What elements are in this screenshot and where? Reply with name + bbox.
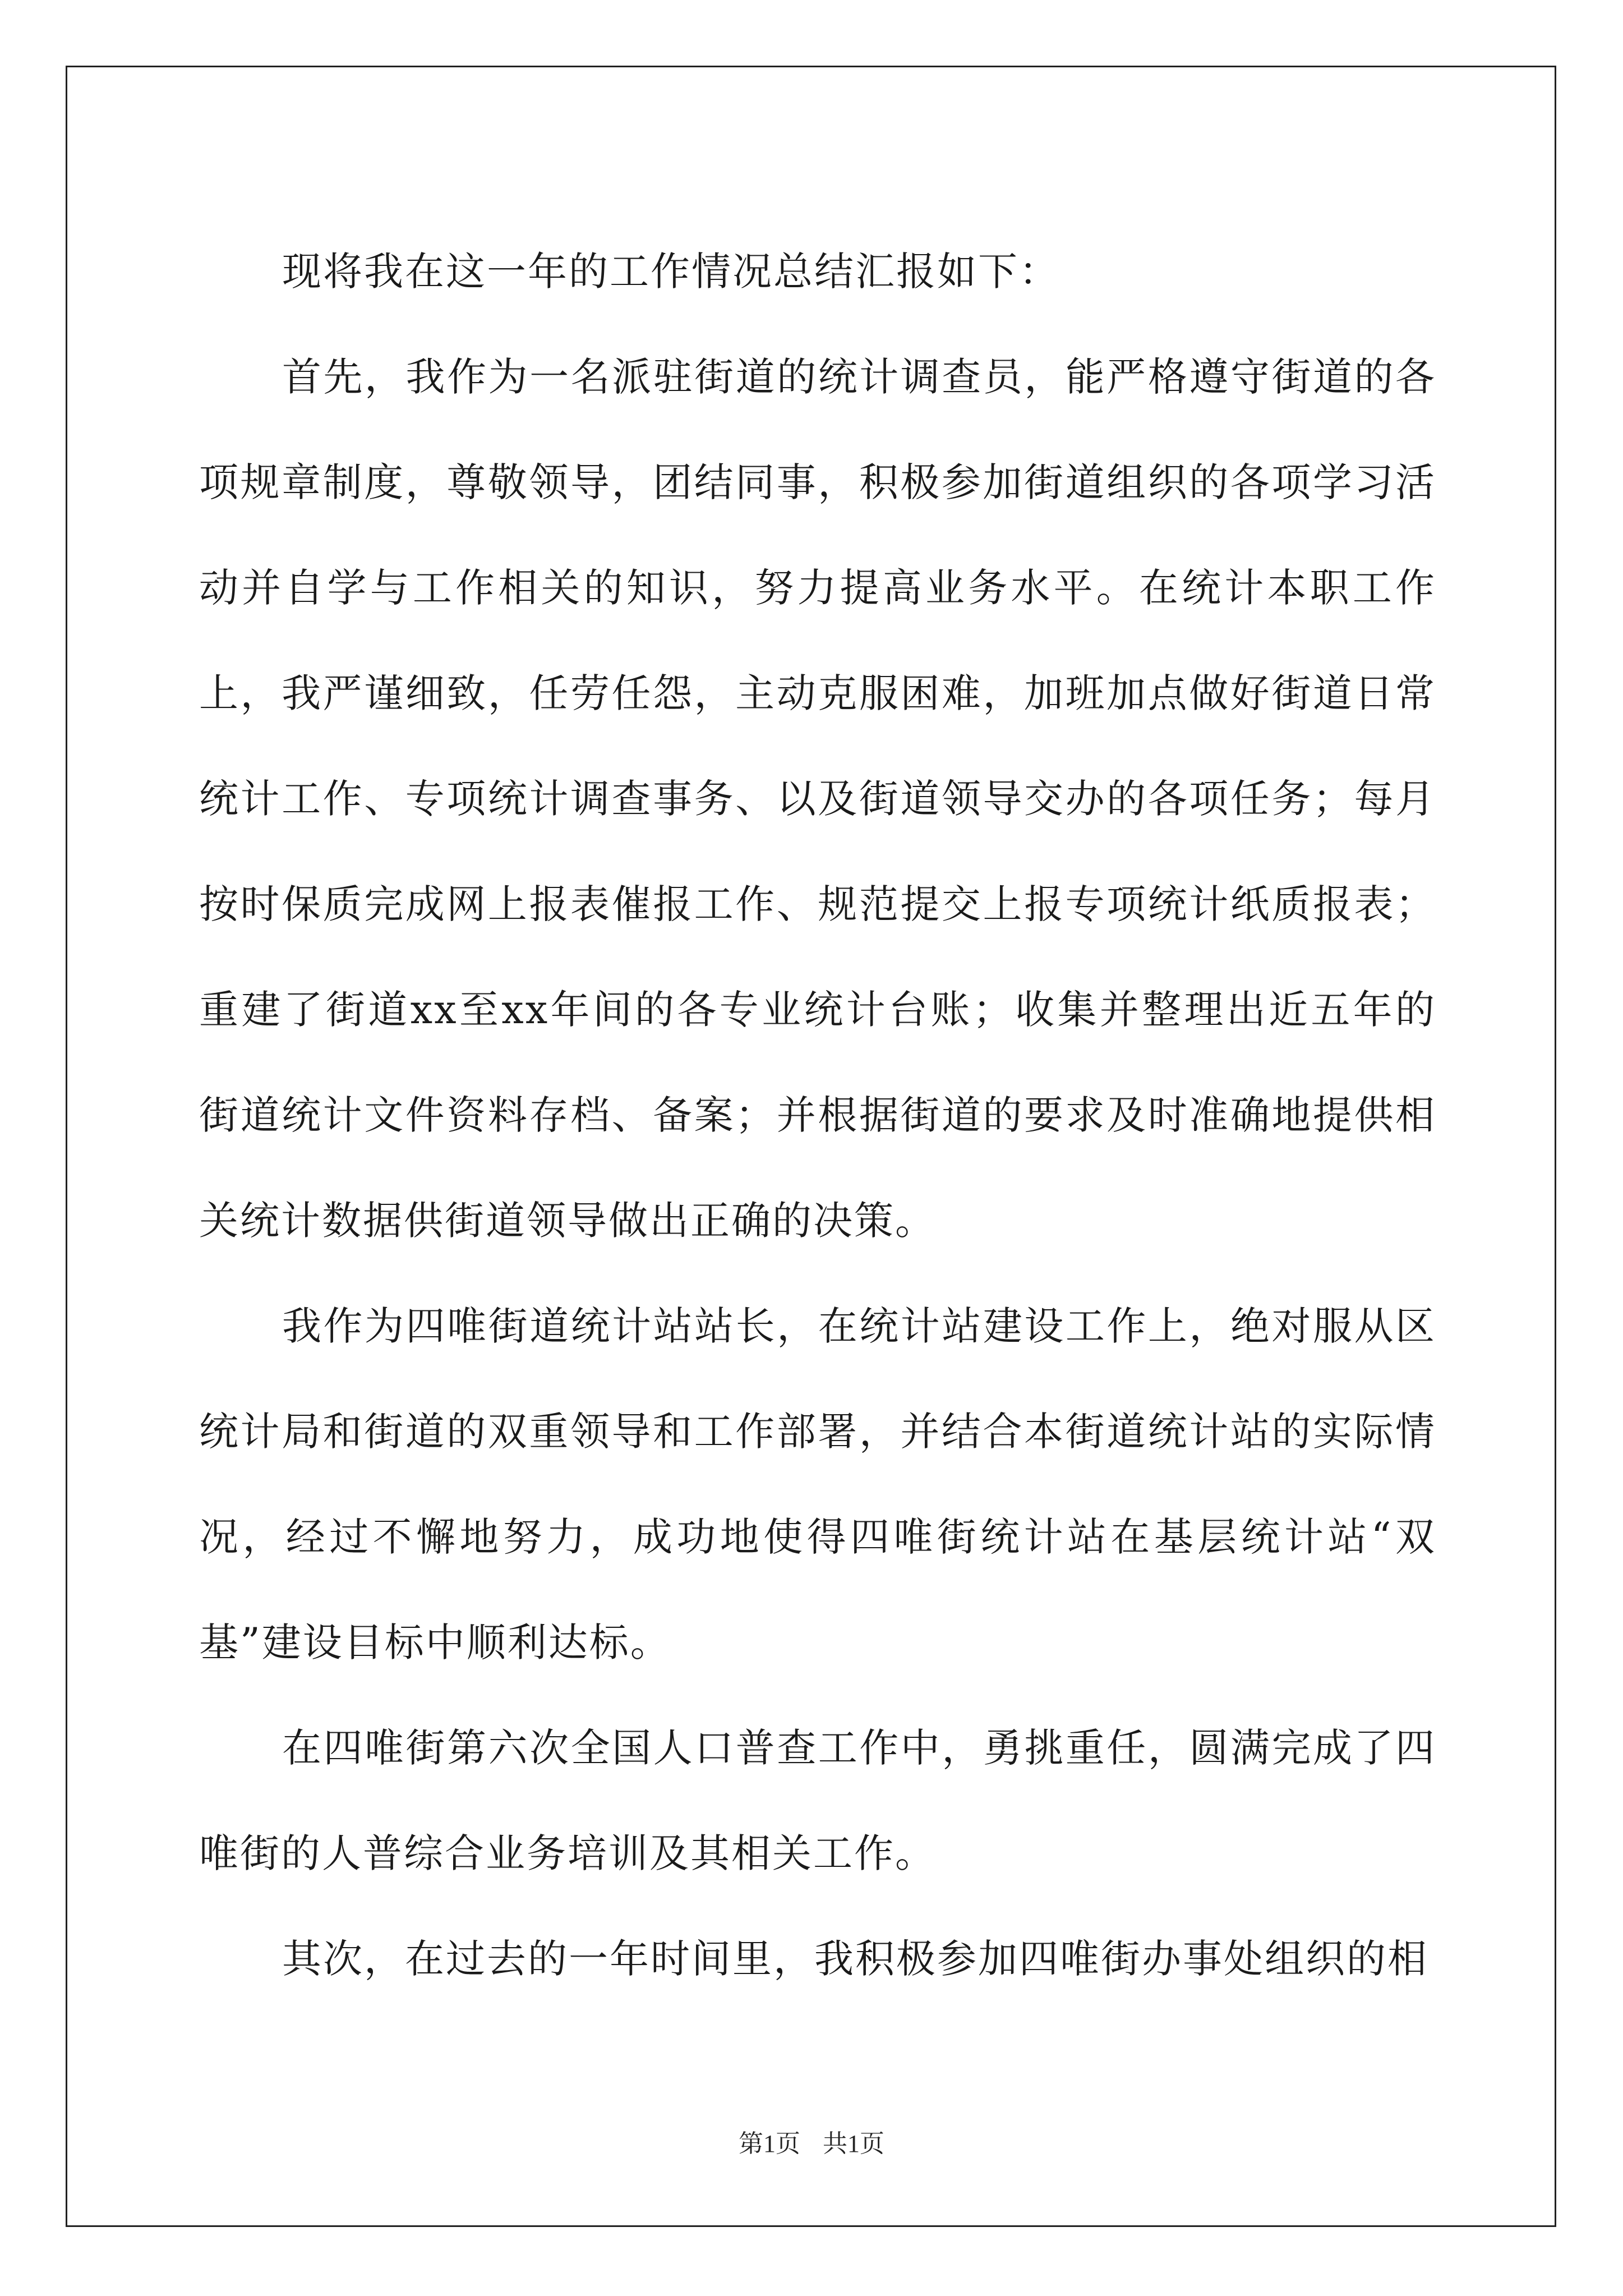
page-total: 共1页 <box>823 2130 884 2157</box>
document-body <box>199 219 1436 2012</box>
paragraph-second: 其次，在过去的一年时间里，我积极参加四唯街办事处组织的相 <box>282 1936 1428 1982</box>
paragraph-first: 首先，我作为一名派驻街道的统计调查员，能严格遵守街道的各项规章制度，尊敬领导，团结同事，积极参加街道组织的各项学习活动并自学与工作相关的知识，努力提高业务水平。在统计本职工作上，我严谨细致，任劳任怨，主动克服困难，加班加点做好街道日常统计工作、专项统计调查事务、以及街道领导交办的各项任务；每月按时保质完成网上报表催报工作、规范提交上报专项统计纸质报表；重建了街道xx至xx年间的各专业统计台账；收集并整理出近五年的街道统计文件资料存档、备案；并根据街道的要求及时准确地提供相关统计数据供街道领导做出正确的决策。 <box>199 354 1436 1244</box>
page-number: 第1页 <box>739 2130 800 2157</box>
paragraph-intro: 现将我在这一年的工作情况总结汇报如下： <box>282 249 1060 295</box>
paragraph-station: 我作为四唯街道统计站站长，在统计站建设工作上，绝对服从区统计局和街道的双重领导和工作部署，并结合本街道统计站的实际情况，经过不懈地努力，成功地使得四唯街统计站在基层统计站“双基”建设目标中顺利达标。 <box>199 1303 1436 1665</box>
paragraph-census: 在四唯街第六次全国人口普查工作中，勇挑重任，圆满完成了四唯街的人普综合业务培训及其相关工作。 <box>199 1725 1436 1876</box>
page-footer <box>0 2123 1623 2159</box>
